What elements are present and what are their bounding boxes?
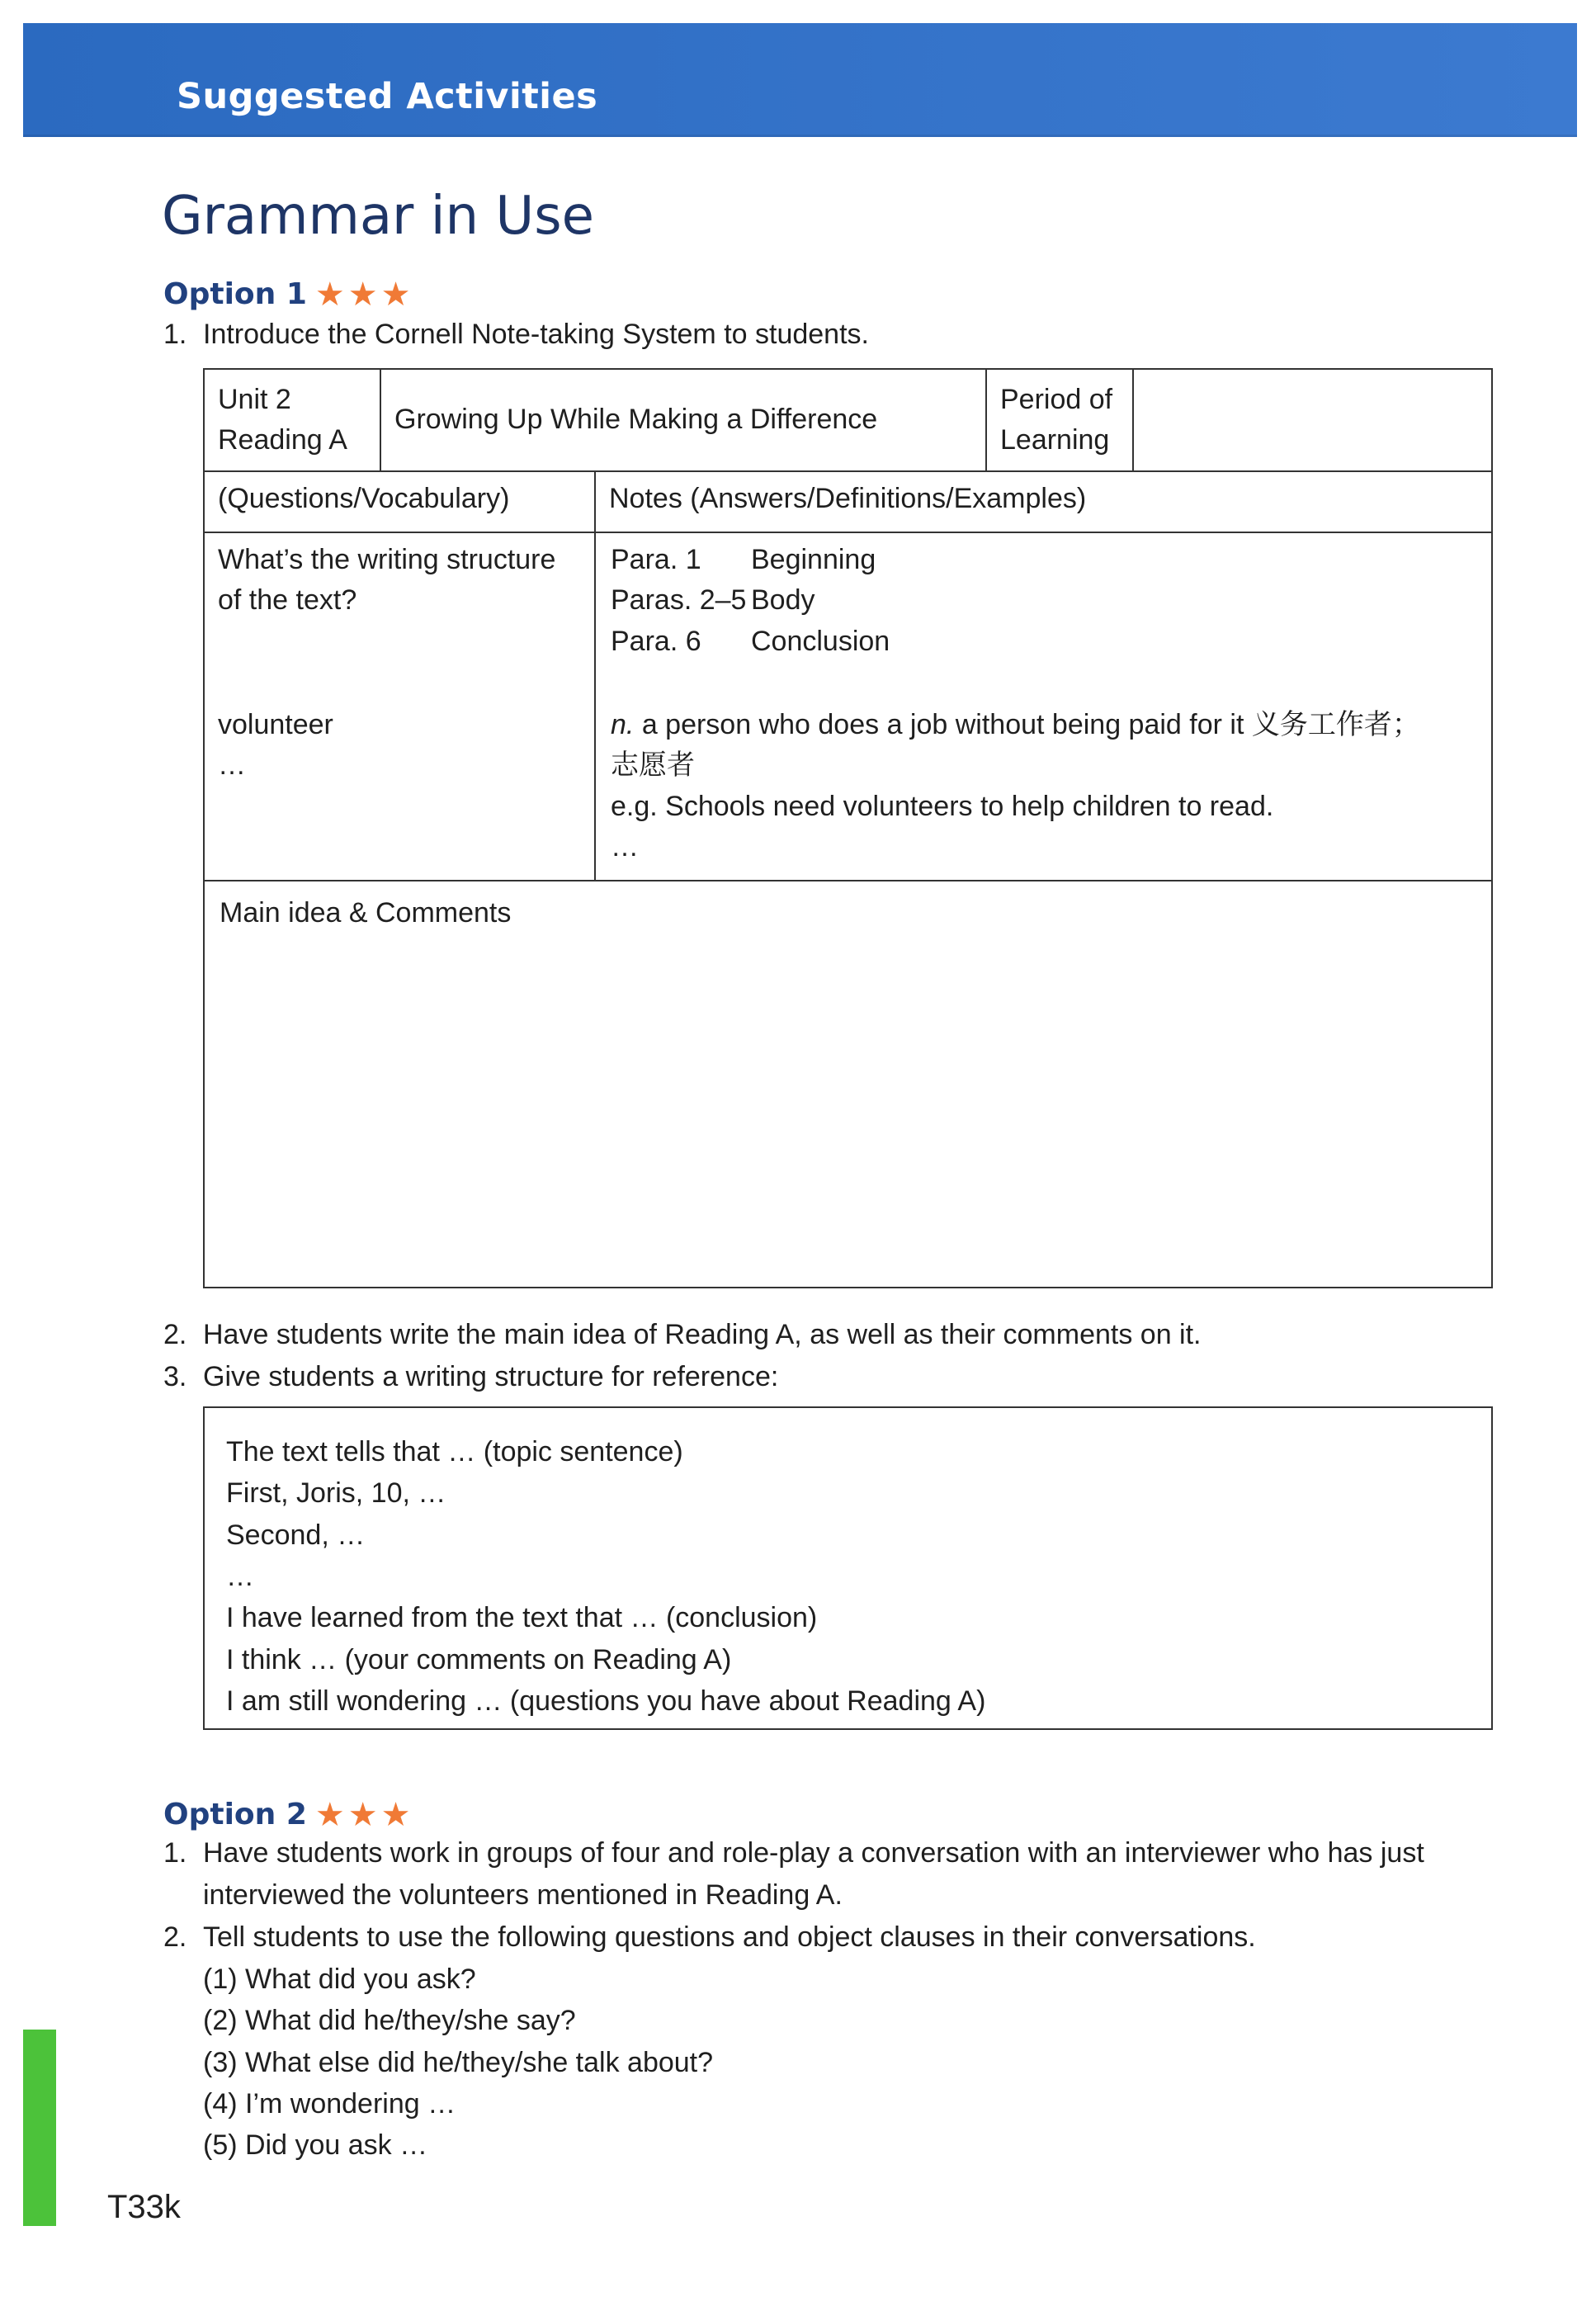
reading-label: Reading A bbox=[218, 424, 347, 456]
page-marker-bar bbox=[23, 2030, 56, 2226]
option-1-steps-list bbox=[163, 314, 1500, 356]
list-text: Introduce the Cornell Note-taking System to students. bbox=[203, 319, 869, 350]
structure-line: The text tells that … (topic sentence) bbox=[226, 1436, 683, 1467]
question-item: (5) Did you ask … bbox=[203, 2129, 428, 2162]
example-sentence: e.g. Schools need volunteers to help children to read. bbox=[611, 790, 1274, 822]
period-label-cell bbox=[1000, 380, 1112, 461]
question-cell bbox=[218, 540, 555, 621]
left-column-header-text: (Questions/Vocabulary) bbox=[218, 483, 510, 514]
structure-line: I am still wondering … (questions you have about Reading A) bbox=[226, 1685, 986, 1717]
period-label-line2: Learning bbox=[1000, 424, 1110, 456]
definition-line-cont: 志愿者 bbox=[611, 749, 695, 782]
structure-line: I have learned from the text that … (conclusion) bbox=[226, 1602, 818, 1634]
option-1-heading bbox=[163, 276, 413, 314]
question-item: (1) What did you ask? bbox=[203, 1964, 476, 1995]
structure-row-label: Paras. 2–5 bbox=[611, 584, 747, 617]
writing-structure-box bbox=[203, 1406, 1493, 1730]
structure-row-value: Conclusion bbox=[751, 625, 890, 657]
main-idea-cell bbox=[220, 893, 511, 933]
right-column-header-text: Notes (Answers/Definitions/Examples) bbox=[609, 483, 1087, 514]
page-heading: Grammar in Use bbox=[162, 186, 594, 247]
option-1-followup-list bbox=[163, 1314, 1500, 1398]
structure-row-label: Para. 6 bbox=[611, 625, 701, 657]
question-item: (2) What did he/they/she say? bbox=[203, 2005, 576, 2037]
left-column-header bbox=[218, 479, 509, 519]
list-text bbox=[203, 1916, 1500, 2167]
period-label-line1: Period of bbox=[1000, 384, 1113, 415]
list-item bbox=[163, 314, 1500, 356]
structure-row-value: Beginning bbox=[751, 544, 876, 575]
structure-line: … bbox=[226, 1560, 254, 1592]
part-of-speech: n. bbox=[611, 709, 635, 740]
structure-line: I think … (your comments on Reading A) bbox=[226, 1643, 732, 1675]
unit-reading-cell bbox=[218, 380, 347, 461]
star-rating-icon: ★★★ bbox=[314, 1796, 414, 1834]
structure-notes-cell bbox=[611, 540, 890, 662]
table-row-divider bbox=[205, 470, 1491, 472]
star-rating-icon: ★★★ bbox=[314, 276, 414, 314]
option-2-heading bbox=[163, 1796, 413, 1834]
lesson-title: Growing Up While Making a Difference bbox=[394, 404, 878, 435]
structure-row bbox=[611, 580, 890, 621]
structure-line: Second, … bbox=[226, 1519, 366, 1551]
unit-label: Unit 2 bbox=[218, 384, 291, 415]
question-item: (3) What else did he/they/she talk about? bbox=[203, 2046, 714, 2078]
vocab-word: volunteer bbox=[218, 709, 333, 740]
definition-line bbox=[611, 705, 1420, 745]
list-item bbox=[163, 1832, 1500, 1916]
list-number: 3. bbox=[163, 1361, 187, 1392]
structure-row-value: Body bbox=[751, 584, 815, 617]
table-divider bbox=[594, 470, 596, 880]
table-divider bbox=[985, 370, 987, 470]
table-divider bbox=[1132, 370, 1134, 470]
list-text: Have students write the main idea of Reading A, as well as their comments on it. bbox=[203, 1319, 1202, 1350]
structure-row bbox=[611, 621, 890, 662]
list-text-line2: interviewed the volunteers mentioned in Reading A. bbox=[203, 1879, 843, 1911]
option-1-label: Option 1 bbox=[163, 277, 307, 311]
page-number: T33k bbox=[107, 2189, 181, 2225]
structure-line: First, Joris, 10, … bbox=[226, 1477, 446, 1510]
list-text bbox=[203, 1832, 1500, 1916]
option-2-steps-list bbox=[163, 1832, 1500, 2167]
table-row-divider bbox=[205, 532, 1491, 533]
question-line2: of the text? bbox=[218, 584, 357, 617]
structure-row-label: Para. 1 bbox=[611, 544, 701, 575]
list-item bbox=[163, 1356, 1500, 1398]
list-number: 2. bbox=[163, 1319, 187, 1350]
question-line1: What’s the writing structure bbox=[218, 544, 556, 575]
right-column-header bbox=[609, 479, 1086, 519]
question-item: (4) I’m wondering … bbox=[203, 2087, 456, 2120]
list-number: 1. bbox=[163, 1837, 187, 1869]
option-2-label: Option 2 bbox=[163, 1798, 307, 1831]
list-number: 2. bbox=[163, 1921, 187, 1953]
list-number: 1. bbox=[163, 319, 187, 350]
lesson-title-cell bbox=[394, 399, 877, 440]
definition-text: a person who does a job without being paid for it 义务工作者； bbox=[641, 709, 1420, 740]
list-item bbox=[163, 1314, 1500, 1356]
notes-ellipsis: … bbox=[611, 830, 639, 862]
structure-row bbox=[611, 540, 890, 580]
definition-cell bbox=[611, 705, 1420, 867]
table-divider bbox=[380, 370, 381, 470]
vocab-ellipsis: … bbox=[218, 749, 246, 782]
question-list bbox=[203, 1959, 1500, 2167]
section-title: Suggested Activities bbox=[177, 76, 598, 117]
list-item bbox=[163, 1916, 1500, 2167]
main-idea-label: Main idea & Comments bbox=[220, 897, 512, 929]
table-row-divider bbox=[205, 880, 1491, 881]
cornell-note-table bbox=[203, 368, 1493, 1288]
list-text: Give students a writing structure for reference: bbox=[203, 1361, 779, 1392]
list-text-line1: Tell students to use the following questions and object clauses in their conversations. bbox=[203, 1921, 1256, 1953]
list-text-line1: Have students work in groups of four and role-play a conversation with an interviewer who has just bbox=[203, 1837, 1424, 1869]
vocab-cell bbox=[218, 705, 333, 787]
